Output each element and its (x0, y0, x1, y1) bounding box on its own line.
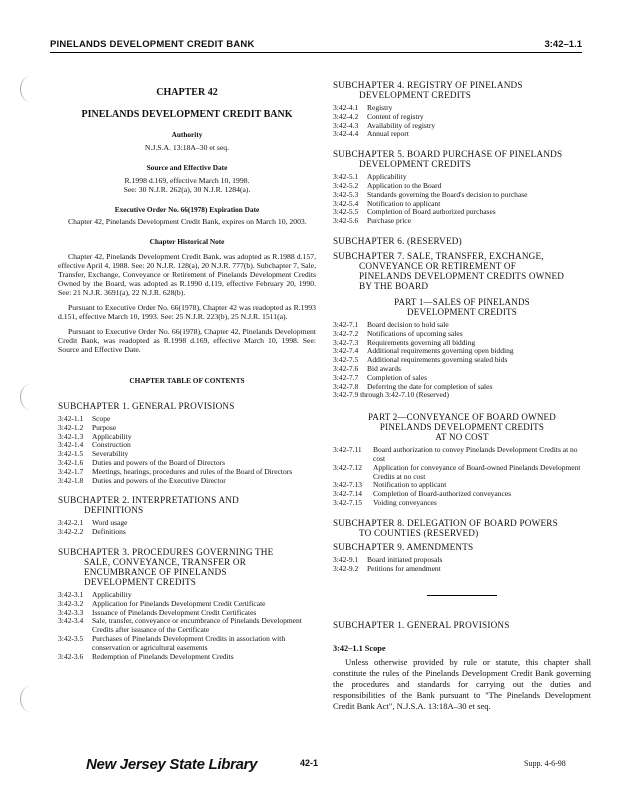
toc-item: 3:42-3.3 Issuance of Pinelands Development Credit Certificates (58, 607, 257, 617)
toc-item: 3:42-7.13 Notification to applicant (333, 480, 447, 490)
executive-order-heading: Executive Order No. 66(1978) Expiration Date (114, 205, 260, 214)
toc-item: 3:42-5.3 Standards governing the Board's decision to purchase (333, 189, 528, 199)
toc-item: 3:42-4.4 Annual report (333, 129, 409, 139)
toc-item: 3:42-4.3 Availability of registry (333, 120, 436, 130)
history-paragraph: Pursuant to Executive Order No. 66(1978), Chapter 42, Pinelands Development Credit Bank, was readopted as R.1998 d.169, effective March 10, 1998. See: Source and Effective Date. (58, 327, 316, 354)
toc-item: 3:42-1.2 Purpose (58, 422, 117, 432)
toc-item: 3:42-9.1 Board initiated proposals (333, 554, 443, 564)
toc-item: 3:42-5.2 Application to the Board (333, 180, 442, 190)
part-1-heading: PART 1—SALES OF PINELANDS DEVELOPMENT CREDITS (394, 296, 530, 317)
subchapter-9-title: SUBCHAPTER 9. AMENDMENTS (333, 541, 474, 552)
punch-hole-mark (20, 76, 41, 102)
subchapter-3-title: SUBCHAPTER 3. PROCEDURES GOVERNING THE SALE, CONVEYANCE, TRANSFER OR ENCUMBRANCE OF PINELANDS DEVELOPMENT CREDITS (58, 546, 274, 587)
toc-item: 3:42-4.2 Content of registry (333, 111, 424, 121)
toc-item: 3:42-3.6 Redemption of Pinelands Development Credits (58, 651, 234, 661)
part-1-list (333, 321, 591, 400)
toc-item: 3:42-1.8 Duties and powers of the Executive Director (58, 475, 226, 485)
left-column (58, 74, 316, 661)
part-2-heading: PART 2—CONVEYANCE OF BOARD OWNED PINELANDS DEVELOPMENT CREDITS AT NO COST (368, 412, 556, 443)
toc-item: 3:42-7.8 Deferring the date for completion of sales (333, 381, 493, 391)
supplement-date: Supp. 4-6-98 (524, 759, 566, 768)
subchapter-4-list (333, 104, 591, 139)
right-column (333, 80, 591, 712)
chapter-number: CHAPTER 42 (156, 87, 218, 98)
punch-hole-mark (20, 686, 41, 712)
toc-item: 3:42-5.4 Notification to applicant (333, 198, 441, 208)
history-heading: Chapter Historical Note (149, 237, 225, 246)
toc-item: 3:42-7.7 Completion of sales (333, 372, 427, 382)
part-2-list (333, 446, 591, 508)
toc-item: 3:42-1.4 Construction (58, 440, 131, 450)
toc-item: 3:42-1.1 Scope (58, 414, 111, 423)
authority-text: N.J.S.A. 13:18A–30 et seq. (144, 143, 230, 152)
subchapter-9-list (333, 556, 591, 574)
toc-item: 3:42-5.5 Completion of Board authorized purchases (333, 207, 496, 217)
subchapter-2-title: SUBCHAPTER 2. INTERPRETATIONS AND DEFINITIONS (58, 495, 239, 516)
toc-item: 3:42-7.15 Voiding conveyances (333, 497, 437, 507)
section-heading: 3:42–1.1 Scope (333, 644, 386, 654)
toc-item: 3:42-5.1 Applicability (333, 172, 407, 182)
section-divider (427, 595, 497, 596)
body-subchapter-title: SUBCHAPTER 1. GENERAL PROVISIONS (333, 620, 510, 631)
subchapter-8-title: SUBCHAPTER 8. DELEGATION OF BOARD POWERS TO COUNTIES (RESERVED) (333, 517, 558, 538)
toc-item: 3:42-3.4 Sale, transfer, conveyance or encumbrance of Pinelands Development Credits after issuance of the Certificate (58, 616, 302, 635)
toc-item: 3:42-3.5 Purchases of Pinelands Development Credits in association with conservation or agricultural easements (58, 633, 286, 652)
authority-heading: Authority (171, 130, 203, 139)
toc-item: 3:42-7.5 Additional requirements governing sealed bids (333, 355, 508, 365)
toc-heading: CHAPTER TABLE OF CONTENTS (129, 376, 245, 385)
subchapter-7-title: SUBCHAPTER 7. SALE, TRANSFER, EXCHANGE, CONVEYANCE OR RETIREMENT OF PINELANDS DEVELOPMENT CREDITS OWNED BY THE BOARD (333, 250, 565, 291)
toc-item: 3:42-1.7 Meetings, hearings, procedures and rules of the Board of Directors (58, 466, 293, 476)
section-text: Unless otherwise provided by rule or statute, this chapter shall constitute the rules of the Pinelands Development Credit Bank governing the procedures and standards for carrying out the duties and responsibilities of the Bank pursuant to "The Pinelands Development Credit Bank Act", N.J.S.A. 13:18A–30 et seq. (333, 657, 591, 712)
chapter-title: PINELANDS DEVELOPMENT CREDIT BANK (81, 109, 293, 120)
toc-item: 3:42-4.1 Registry (333, 103, 393, 112)
subchapter-1-title: SUBCHAPTER 1. GENERAL PROVISIONS (58, 401, 235, 411)
toc-item: 3:42-3.2 Application for Pinelands Development Credit Certificate (58, 598, 266, 608)
toc-item: 3:42-7.6 Bid awards (333, 363, 401, 373)
toc-item: 3:42-9.2 Petitions for amendment (333, 563, 441, 573)
toc-item-range: 3:42-7.9 through 3:42-7.10 (Reserved) (333, 390, 450, 400)
toc-item: 3:42-7.4 Additional requirements governing open bidding (333, 346, 514, 356)
source-line: See: 30 N.J.R. 262(a), 30 N.J.R. 1284(a). (123, 185, 251, 194)
toc-item: 3:42-7.14 Completion of Board-authorized conveyances (333, 489, 512, 499)
header-title: PINELANDS DEVELOPMENT CREDIT BANK (50, 39, 255, 50)
toc-item: 3:42-7.1 Board decision to hold sale (333, 319, 449, 329)
history-paragraph: Pursuant to Executive Order No. 66(1978), Chapter 42 was readopted as R.1993 d.151, effective March 10, 1993. See: 25 N.J.R. 223(b), 25 N.J.R. 1511(a). (58, 303, 316, 321)
toc-item: 3:42-7.11 Board authorization to convey Pinelands Development Credits at no cost (333, 445, 578, 463)
subchapter-2-list (58, 519, 316, 537)
toc-item: 3:42-3.1 Applicability (58, 589, 132, 599)
header-rule (50, 52, 582, 53)
header-section-number: 3:42–1.1 (544, 39, 582, 50)
subchapter-6-title: SUBCHAPTER 6. (RESERVED) (333, 235, 462, 246)
subchapter-4-title: SUBCHAPTER 4. REGISTRY OF PINELANDS DEVELOPMENT CREDITS (333, 80, 523, 100)
punch-hole-mark (20, 384, 41, 410)
toc-item: 3:42-7.3 Requirements governing all bidding (333, 337, 476, 347)
toc-item: 3:42-1.3 Applicability (58, 431, 132, 441)
toc-item: 3:42-7.2 Notifications of upcoming sales (333, 328, 463, 338)
toc-item: 3:42-5.6 Purchase price (333, 216, 411, 226)
executive-order-text: Chapter 42, Pinelands Development Credit Bank, expires on March 10, 2003. (68, 217, 307, 226)
source-line: R.1998 d.169, effective March 10, 1998. (124, 176, 250, 185)
toc-item: 3:42-7.12 Application for conveyance of Board-owned Pinelands Development Credits at no cost (333, 462, 581, 481)
subchapter-5-list (333, 173, 591, 226)
library-stamp: New Jersey State Library (86, 756, 258, 773)
page-number: 42-1 (300, 758, 319, 768)
toc-item: 3:42-1.5 Severability (58, 449, 129, 459)
toc-item: 3:42-2.1 Word usage (58, 518, 128, 528)
toc-item: 3:42-1.6 Duties and powers of the Board of Directors (58, 457, 226, 467)
subchapter-3-list (58, 591, 316, 661)
toc-item: 3:42-2.2 Definitions (58, 527, 126, 537)
subchapter-1-list (58, 415, 316, 485)
source-heading: Source and Effective Date (146, 163, 228, 172)
history-paragraph: Chapter 42, Pinelands Development Credit Bank, was adopted as R.1988 d.157, effective April 4, 1988. See: 20 N.J.R. 128(a), 20 N.J.R. 777(b). Subchapter 7, Sale, Transfer, Exchange, Conveyance or Retirement of Pinelands Development Credits Owned by the Board, was adopted as R.1990 d.119, effective February 20, 1990. See: 21 N.J.R. 3691(a), 22 N.J.R. 628(b). (58, 252, 316, 297)
subchapter-5-title: SUBCHAPTER 5. BOARD PURCHASE OF PINELANDS DEVELOPMENT CREDITS (333, 149, 563, 170)
running-header (50, 37, 582, 53)
